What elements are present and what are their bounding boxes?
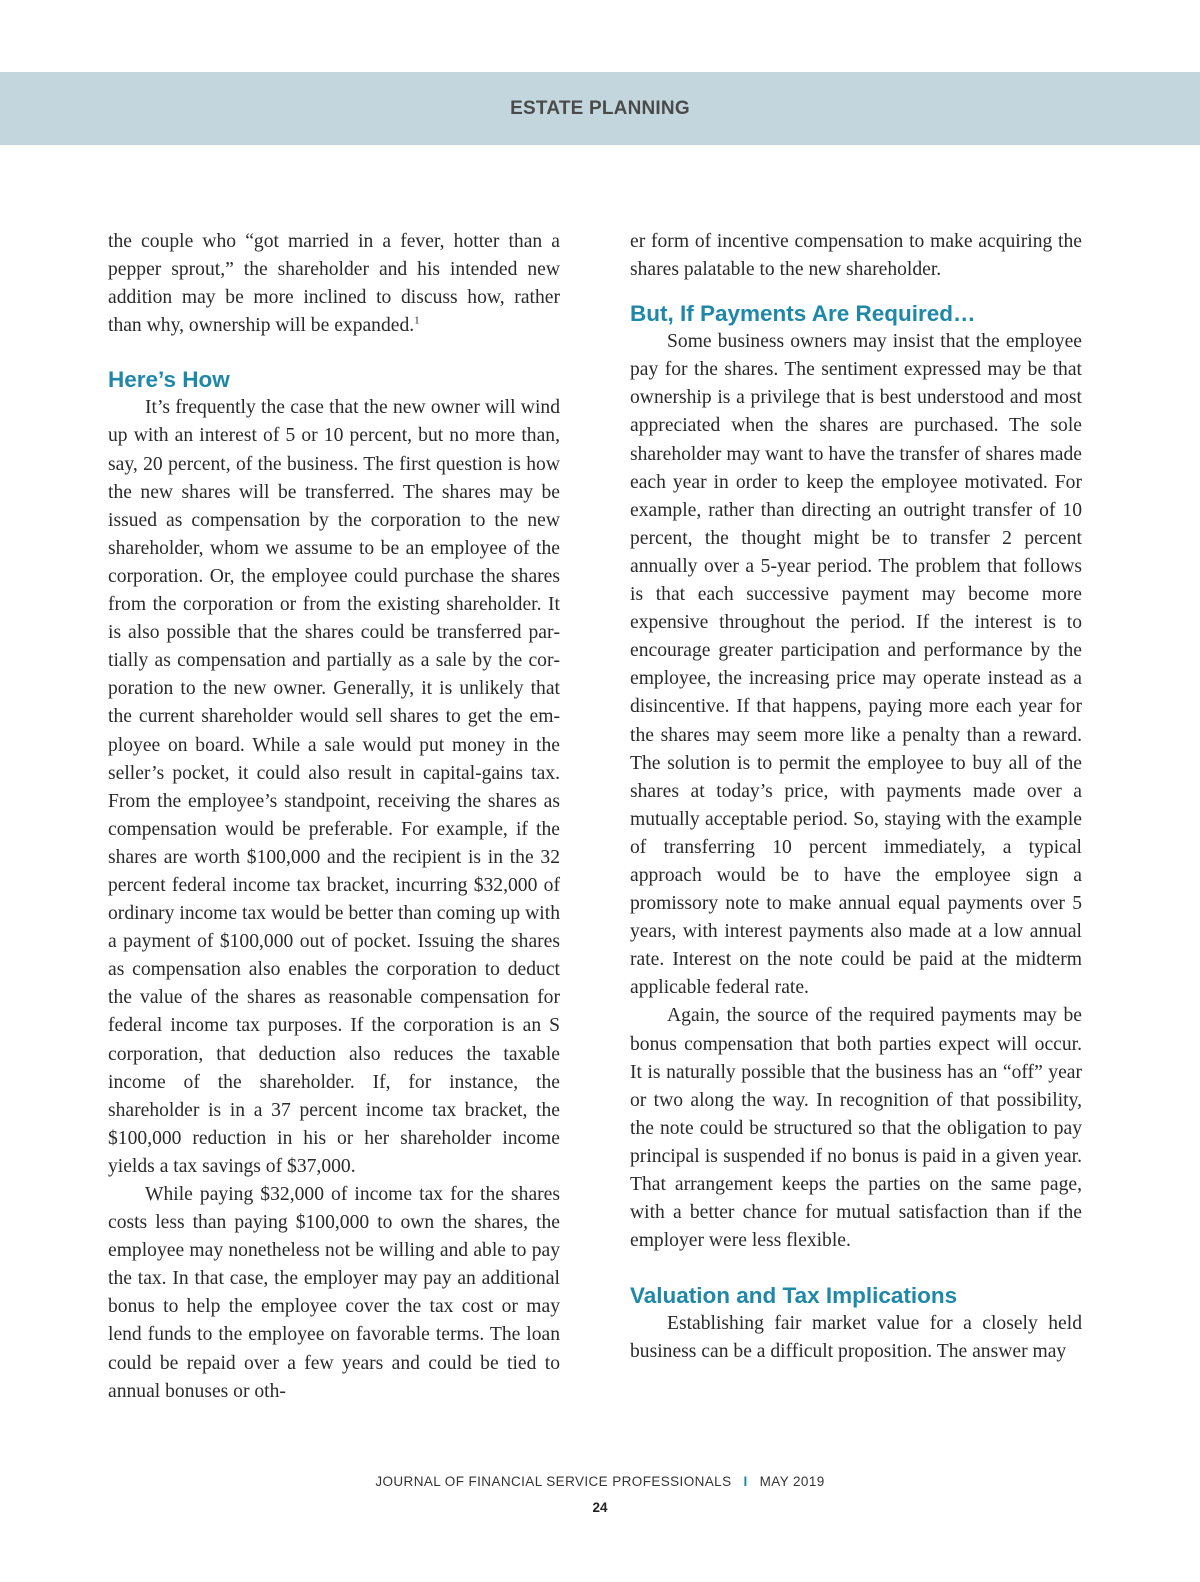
right-column bbox=[630, 228, 1082, 1366]
body-paragraph: Some business owners may insist that the employee pay for the shares. The sentiment expressed may be that ownership is a privilege that is best understood and most appreciated when the shares are purchased. The sole shareholder may want to have the transfer of shares made each year in order to keep the employee motivated. For example, rather than directing an outright transfer of 10 percent, the thought might be to transfer 2 percent annually over a 5-year period. The problem that follows is that each successive payment may become more expensive throughout the period. If the interest is to encourage greater participation and performance by the employee, the increasing price may operate instead as a disincentive. If that happens, paying more each year for the shares may seem more like a penalty than a reward. The solution is to permit the employee to buy all of the shares at today’s price, with payments made over a mutually acceptable period. So, staying with the example of transferring 10 percent immediately, a typical approach would be to have the employee sign a promissory note to make annual equal payments over 5 years, with interest payments also made at a low annual rate. Interest on the note could be paid at the midterm applicable federal rate. bbox=[630, 331, 1082, 999]
heading-valuation: Valuation and Tax Implications bbox=[630, 1283, 958, 1309]
page-number: 24 bbox=[592, 1500, 608, 1515]
body-paragraph: While paying $32,000 of income tax for the shares costs less than paying $100,000 to own the shares, the employee may nonetheless not be willing and able to pay the tax. In that case, the employer may pay an additional bonus to help the employee cover the tax cost or may lend funds to the employee on favorable terms. The loan could be repaid over a few years and could be tied to annual bonuses or oth- bbox=[108, 1184, 560, 1402]
footnote-marker: 1 bbox=[414, 314, 420, 327]
continuation-paragraph: er form of incentive compensation to make acquiring the shares palatable to the new shareholder. bbox=[630, 231, 1082, 281]
issue-date: MAY 2019 bbox=[759, 1474, 825, 1489]
intro-paragraph bbox=[108, 228, 560, 340]
heading-payments-required: But, If Payments Are Required… bbox=[630, 301, 976, 327]
journal-title: JOURNAL OF FINANCIAL SERVICE PROFESSIONALS bbox=[375, 1474, 732, 1489]
footer-separator: I bbox=[743, 1474, 748, 1489]
body-paragraph: Establishing fair market value for a closely held business can be a difficult proposition. The answer may bbox=[630, 1313, 1082, 1363]
section-banner bbox=[0, 72, 1200, 145]
body-paragraph: It’s frequently the case that the new owner will wind up with an interest of 5 or 10 percent, but no more than, say, 20 percent, of the business. The first question is how the new shares will be transferred. The shares may be issued as compensation by the corporation to the new shareholder, whom we assume to be an employee of the corporation. Or, the employee could purchase the shares from the corporation or from the existing shareholder. It is also possible that the shares could be transferred partially as compensation and partially as a sale by the corporation to the new owner. Generally, it is unlikely that the current shareholder would sell shares to get the employee on board. While a sale would put money in the seller’s pocket, it could also result in capital-gains tax. From the employee’s standpoint, receiving the shares as compensation would be preferable. For example, if the shares are worth $100,000 and the recipient is in the 32 percent federal income tax bracket, incurring $32,000 of ordinary income tax would be better than coming up with a payment of $100,000 out of pocket. Issuing the shares as compensation also enables the corporation to deduct the value of the shares as reasonable compensation for federal income tax purposes. If the corporation is an S corporation, that deduction also reduces the taxable income of the shareholder. If, for instance, the shareholder is in a 37 percent income tax bracket, the $100,000 reduction in his or her shareholder income yields a tax savings of $37,000. bbox=[108, 397, 560, 1177]
intro-text: the couple who “got married in a fever, hotter than a pepper sprout,” the shareholder and his intended new addition may be more inclined to discuss how, rather than why, ownership will be expanded. bbox=[108, 231, 560, 337]
body-paragraph: Again, the source of the required payments may be bonus compensation that both parties expect will occur. It is naturally possible that the business has an “off” year or two along the way. In recognition of that possibility, the note could be structured so that the obligation to pay principal is suspended if no bonus is paid in a given year. That arrangement keeps the parties on the same page, with a better chance for mutual satisfaction than if the employer were less flexible. bbox=[630, 1005, 1082, 1252]
heading-heres-how: Here’s How bbox=[108, 367, 230, 393]
section-title: ESTATE PLANNING bbox=[510, 97, 690, 119]
left-column bbox=[108, 228, 560, 1406]
page-footer bbox=[0, 1474, 1200, 1489]
